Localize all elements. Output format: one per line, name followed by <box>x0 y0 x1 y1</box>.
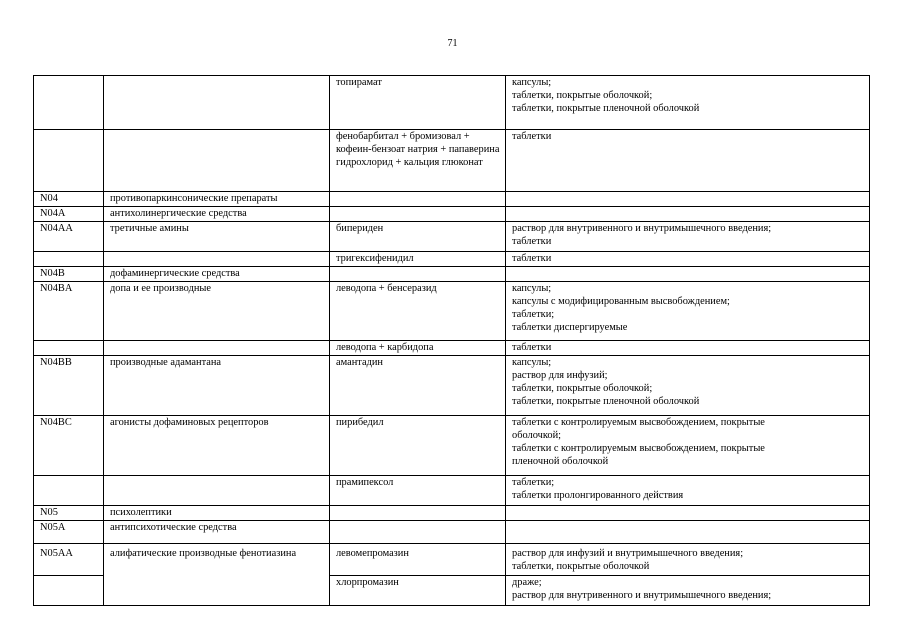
dosage-forms-cell <box>506 192 870 207</box>
atc-code-cell: N04BB <box>34 356 104 416</box>
drug-name-cell: хлорпромазин <box>330 576 506 606</box>
table-row <box>34 130 870 192</box>
dosage-forms-cell <box>506 506 870 521</box>
dosage-form-line: таблетки, покрытые оболочкой; <box>512 383 653 394</box>
dosage-forms-cell <box>506 544 870 576</box>
dosage-form-line: таблетки, покрытые пленочной оболочкой <box>512 103 700 114</box>
dosage-form-line: капсулы; <box>512 77 552 88</box>
atc-code-cell <box>34 341 104 356</box>
dosage-forms-cell <box>506 252 870 267</box>
atc-code-cell: N05 <box>34 506 104 521</box>
drug-name-cell <box>330 192 506 207</box>
table-row <box>34 521 870 544</box>
page-number: 71 <box>447 38 458 49</box>
drug-name-cell: топирамат <box>330 76 506 130</box>
group-cell <box>104 544 330 606</box>
table-row <box>34 341 870 356</box>
dosage-form-line: раствор для инфузий и внутримышечного введения; <box>512 548 744 559</box>
dosage-forms-cell <box>506 416 870 476</box>
table-row <box>34 207 870 222</box>
drug-name-cell: пирибедил <box>330 416 506 476</box>
drug-name-cell: бипериден <box>330 222 506 252</box>
dosage-forms-cell <box>506 76 870 130</box>
atc-code-cell: N04B <box>34 267 104 282</box>
dosage-form-line: драже; <box>512 577 542 588</box>
drug-name-cell <box>330 267 506 282</box>
drug-name-cell: леводопа + бенсеразид <box>330 282 506 341</box>
table-row <box>34 222 870 252</box>
drug-name-cell <box>330 207 506 222</box>
table-row <box>34 476 870 506</box>
atc-code-cell <box>34 576 104 606</box>
drug-name-cell <box>330 130 506 192</box>
atc-code-cell: N04 <box>34 192 104 207</box>
dosage-forms-cell <box>506 222 870 252</box>
group-cell: агонисты дофаминовых рецепторов <box>104 416 330 476</box>
dosage-form-line: раствор для инфузий; <box>512 370 608 381</box>
drug-name-cell: леводопа + карбидопа <box>330 341 506 356</box>
table-row <box>34 416 870 476</box>
dosage-forms-cell <box>506 341 870 356</box>
drug-name-cell: прамипексол <box>330 476 506 506</box>
drug-name-cell: тригексифенидил <box>330 252 506 267</box>
group-cell: дофаминергические средства <box>104 267 330 282</box>
table-row <box>34 252 870 267</box>
dosage-form-line: таблетки с контролируемым высвобождением, покрытые <box>512 443 765 454</box>
atc-code-cell: N05A <box>34 521 104 544</box>
table-row <box>34 192 870 207</box>
atc-code-cell <box>34 76 104 130</box>
group-cell <box>104 476 330 506</box>
group-cell: производные адамантана <box>104 356 330 416</box>
dosage-form-line: таблетки <box>512 342 552 353</box>
group-cell: психолептики <box>104 506 330 521</box>
dosage-forms-cell <box>506 282 870 341</box>
drug-table <box>33 75 870 606</box>
group-cell <box>104 341 330 356</box>
dosage-form-line: таблетки, покрытые оболочкой; <box>512 90 653 101</box>
group-text: алифатические производные фенотиазина <box>110 548 297 559</box>
group-cell <box>104 252 330 267</box>
group-cell <box>104 76 330 130</box>
atc-code-cell <box>34 476 104 506</box>
atc-code-cell: N04BC <box>34 416 104 476</box>
dosage-form-line: таблетки диспергируемые <box>512 322 628 333</box>
table-row <box>34 506 870 521</box>
drug-name-cell: амантадин <box>330 356 506 416</box>
table-row <box>34 282 870 341</box>
atc-code-cell: N04A <box>34 207 104 222</box>
atc-code-cell: N04BA <box>34 282 104 341</box>
dosage-form-line: пленочной оболочкой <box>512 456 609 467</box>
dosage-form-line: таблетки; <box>512 309 555 320</box>
group-cell: антипсихотические средства <box>104 521 330 544</box>
dosage-forms-cell <box>506 267 870 282</box>
dosage-forms-cell <box>506 476 870 506</box>
dosage-form-line: раствор для внутривенного и внутримышечного введения; <box>512 223 772 234</box>
dosage-form-line: капсулы; <box>512 283 552 294</box>
group-cell: допа и ее производные <box>104 282 330 341</box>
group-cell: третичные амины <box>104 222 330 252</box>
dosage-form-line: таблетки пролонгированного действия <box>512 490 684 501</box>
dosage-form-line: таблетки <box>512 236 552 247</box>
drug-name-cell <box>330 521 506 544</box>
dosage-forms-cell <box>506 207 870 222</box>
table-row <box>34 544 870 576</box>
drug-name-cell: левомепромазин <box>330 544 506 576</box>
atc-code-cell <box>34 130 104 192</box>
dosage-form-line: раствор для внутривенного и внутримышечного введения; <box>512 590 772 601</box>
dosage-form-line: таблетки; <box>512 477 555 488</box>
dosage-forms-cell <box>506 130 870 192</box>
drug-name-cell <box>330 506 506 521</box>
dosage-form-line: таблетки с контролируемым высвобождением, покрытые <box>512 417 765 428</box>
group-cell <box>104 130 330 192</box>
group-cell: антихолинергические средства <box>104 207 330 222</box>
dosage-form-line: капсулы; <box>512 357 552 368</box>
atc-code-cell <box>34 252 104 267</box>
atc-code-cell: N04AA <box>34 222 104 252</box>
group-cell: противопаркинсонические препараты <box>104 192 330 207</box>
table-row <box>34 267 870 282</box>
dosage-form-line: таблетки, покрытые пленочной оболочкой <box>512 396 700 407</box>
table-row <box>34 356 870 416</box>
dosage-form-line: оболочкой; <box>512 430 562 441</box>
dosage-form-line: таблетки <box>512 131 552 142</box>
dosage-form-line: таблетки, покрытые оболочкой <box>512 561 650 572</box>
atc-code-cell: N05AA <box>34 544 104 576</box>
dosage-form-line: капсулы с модифицированным высвобождением; <box>512 296 730 307</box>
dosage-form-line: таблетки <box>512 253 552 264</box>
dosage-forms-cell <box>506 356 870 416</box>
table-row <box>34 76 870 130</box>
drug-name-text: фенобарбитал + бромизовал + кофеин-бензоат натрия + папаверина гидрохлорид + кальция глюконат <box>336 131 500 168</box>
dosage-forms-cell <box>506 576 870 606</box>
dosage-forms-cell <box>506 521 870 544</box>
